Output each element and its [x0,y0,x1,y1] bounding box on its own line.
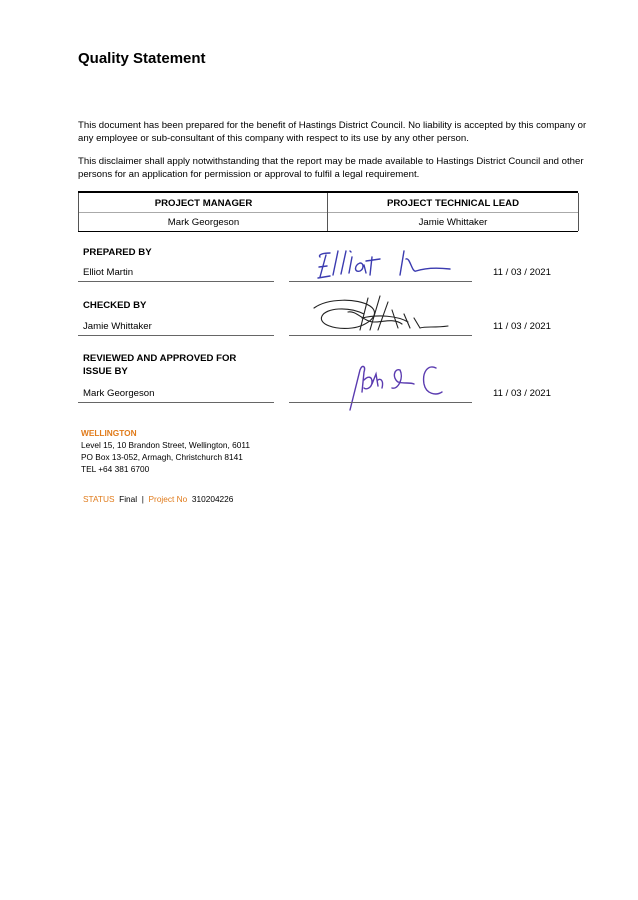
disclaimer-paragraph-1: This document has been prepared for the benefit of Hastings District Council. No liability is accepted by this company or any employee or sub-consultant of this company with respect to its use by any other person. [78,120,587,144]
status-label: STATUS [83,494,115,504]
disclaimer-paragraph-2: This disclaimer shall apply notwithstanding that the report may be made available to Hastings District Council and other persons for an application for permission or approval to fulfil a legal requirement. [78,156,584,180]
prepared-by-name-line [78,281,274,282]
signature-mark-georgeson [342,358,452,416]
technical-lead-label: PROJECT TECHNICAL LEAD [386,198,519,209]
checked-by-heading: CHECKED BY [83,300,147,311]
document-status-line [83,494,233,504]
address-line: PO Box 13-052, Armagh, Christchurch 8141 [81,452,243,462]
reviewed-approved-date: 11 / 03 / 2021 [493,388,551,399]
checked-by-date: 11 / 03 / 2021 [493,321,551,332]
office-name: WELLINGTON [81,428,137,438]
technical-lead-name: Jamie Whittaker [418,217,488,228]
reviewed-approved-name: Mark Georgeson [83,388,155,399]
project-manager-column [78,193,328,231]
reviewed-approved-heading: REVIEWED AND APPROVED FOR ISSUE BY [83,353,237,377]
checked-by-signature-line [289,335,472,336]
page-title: Quality Statement [78,50,206,67]
project-roles-table [78,191,578,232]
checked-by-name-line [78,335,274,336]
phone-line: TEL +64 381 6700 [81,464,150,474]
status-value: Final [119,494,138,504]
signature-elliot-martin [300,245,470,281]
checked-by-name: Jamie Whittaker [83,321,152,332]
prepared-by-signature-line [289,281,472,282]
project-no-value: 310204226 [191,494,234,504]
address-line: Level 15, 10 Brandon Street, Wellington, 6011 [81,440,250,450]
divider [79,212,328,213]
prepared-by-name: Elliot Martin [83,267,134,278]
divider [328,212,578,213]
project-manager-name: Mark Georgeson [167,217,240,228]
technical-lead-column [327,193,579,231]
project-no-label: Project No [148,494,188,504]
project-manager-label: PROJECT MANAGER [154,198,253,209]
prepared-by-date: 11 / 03 / 2021 [493,267,551,278]
reviewed-approved-signature-line [289,402,472,403]
prepared-by-heading: PREPARED BY [83,247,152,258]
status-separator: | [141,494,144,504]
reviewed-approved-name-line [78,402,274,403]
signature-jamie-whittaker [308,292,458,334]
